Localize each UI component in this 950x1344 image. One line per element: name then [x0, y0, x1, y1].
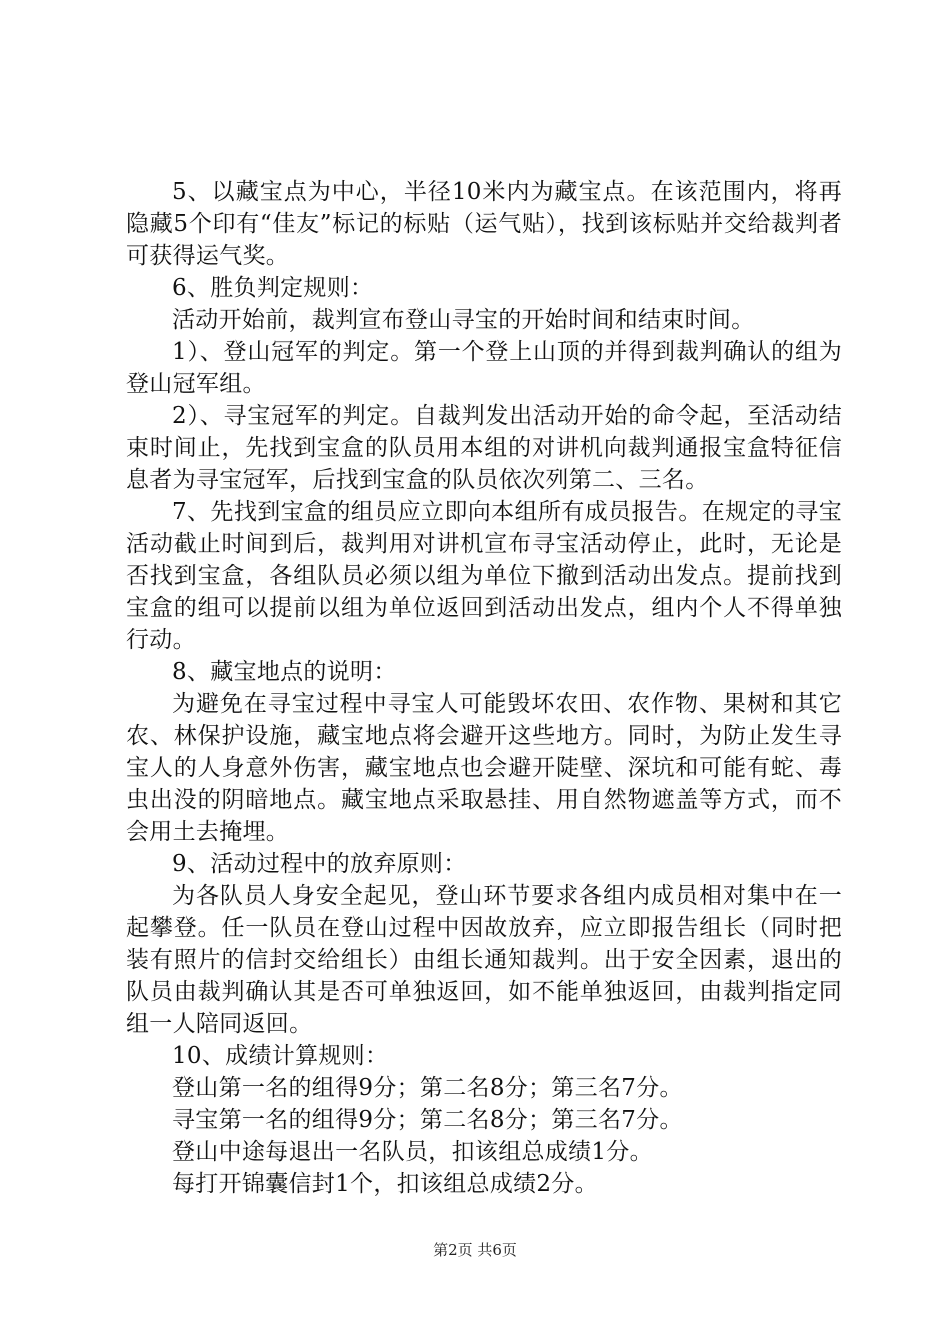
paragraph-lucky-sticker: 5、以藏宝点为中心，半径10米内为藏宝点。在该范围内，将再隐藏5个印有“佳友”标记的标贴（运气贴），找到该标贴并交给裁判者可获得运气奖。: [126, 179, 842, 269]
paragraph-envelope-penalty: 每打开锦囊信封1个，扣该组总成绩2分。: [172, 1171, 598, 1197]
document-body: [126, 176, 842, 1200]
paragraph-climbing-scores: 登山第一名的组得9分；第二名8分；第三名7分。: [172, 1075, 683, 1101]
paragraph-treasure-champion: 2）、寻宝冠军的判定。自裁判发出活动开始的命令起，至活动结束时间止，先找到宝盒的队员用本组的对讲机向裁判通报宝盒特征信息者为寻宝冠军，后找到宝盒的队员依次列第二、三名。: [126, 403, 842, 493]
heading-scoring-rules: 10、成绩计算规则：: [172, 1043, 389, 1069]
heading-judging-rules: 6、胜负判定规则：: [172, 275, 374, 301]
paragraph-location-description: 为避免在寻宝过程中寻宝人可能毁坏农田、农作物、果树和其它农、林保护设施，藏宝地点将会避开这些地方。同时，为防止发生寻宝人的人身意外伤害，藏宝地点也会避开陡壁、深坑和可能有蛇、毒虫出没的阴暗地点。藏宝地点采取悬挂、用自然物遮盖等方式，而不会用土去掩埋。: [126, 691, 842, 845]
paragraph-report-and-stop: 7、先找到宝盒的组员应立即向本组所有成员报告。在规定的寻宝活动截止时间到后，裁判用对讲机宣布寻宝活动停止，此时，无论是否找到宝盒，各组队员必须以组为单位下撤到活动出发点。提前找到宝盒的组可以提前以组为单位返回到活动出发点，组内个人不得单独行动。: [126, 499, 842, 653]
paragraph-withdrawal-penalty: 登山中途每退出一名队员，扣该组总成绩1分。: [172, 1139, 653, 1165]
paragraph-treasure-scores: 寻宝第一名的组得9分；第二名8分；第三名7分。: [172, 1107, 683, 1133]
page-number-footer: 第2页 共6页: [433, 1241, 517, 1259]
paragraph-start-end-time: 活动开始前，裁判宣布登山寻宝的开始时间和结束时间。: [172, 307, 755, 333]
heading-treasure-location: 8、藏宝地点的说明：: [172, 659, 397, 685]
heading-withdrawal-rules: 9、活动过程中的放弃原则：: [172, 851, 467, 877]
paragraph-climbing-champion: 1）、登山冠军的判定。第一个登上山顶的并得到裁判确认的组为登山冠军组。: [126, 339, 842, 397]
paragraph-withdrawal-description: 为各队员人身安全起见，登山环节要求各组内成员相对集中在一起攀登。任一队员在登山过程中因故放弃，应立即报告组长（同时把装有照片的信封交给组长）由组长通知裁判。出于安全因素，退出的队员由裁判确认其是否可单独返回，如不能单独返回，由裁判指定同组一人陪同返回。: [126, 883, 842, 1037]
